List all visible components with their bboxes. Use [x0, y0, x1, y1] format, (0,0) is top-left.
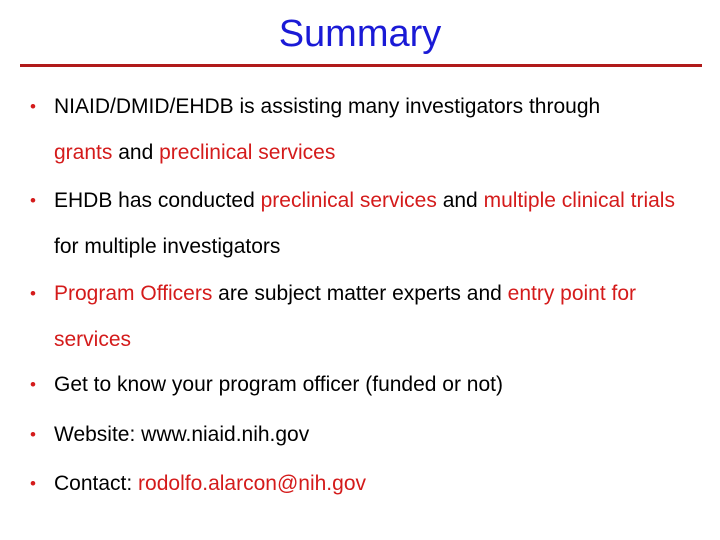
highlight-program-officers: Program Officers	[54, 282, 213, 305]
title-divider	[20, 64, 702, 67]
bullet-text: Get to know your program officer (funded or not)	[54, 373, 503, 396]
bullet-text	[30, 271, 700, 363]
bullet-item-5	[30, 412, 700, 458]
bullet-marker: •	[30, 375, 36, 394]
bullet-marker: •	[30, 284, 36, 303]
bullet-text	[30, 461, 700, 507]
highlight-preclinical-services: preclinical services	[159, 141, 336, 164]
text-segment: NIAID/DMID/EHDB is assisting many investigators through	[54, 95, 601, 118]
highlight-grants: grants	[54, 141, 113, 164]
bullet-item-2	[30, 178, 700, 270]
text-segment: are subject matter experts and	[212, 282, 508, 305]
slide-title: Summary	[278, 13, 442, 55]
bullet-item-6	[30, 461, 700, 507]
bullet-text: Website: www.niaid.nih.gov	[54, 423, 310, 446]
bullet-marker: •	[30, 425, 36, 444]
highlight-preclinical-services: preclinical services	[260, 189, 437, 212]
bullet-item-4	[30, 362, 700, 408]
bullet-item-3	[30, 271, 700, 363]
bullet-text	[30, 178, 700, 270]
text-segment: Contact:	[54, 472, 139, 495]
bullet-text	[30, 84, 700, 176]
contact-email-link[interactable]: rodolfo.alarcon@nih.gov	[138, 472, 367, 495]
text-segment: and	[112, 141, 160, 164]
highlight-multiple-clinical-trials: multiple clinical trials	[483, 189, 675, 212]
text-segment: EHDB has conducted	[54, 189, 261, 212]
bullet-marker: •	[30, 191, 36, 210]
bullet-marker: •	[30, 474, 36, 493]
bullet-marker: •	[30, 97, 36, 116]
bullet-item-1	[30, 84, 700, 176]
highlight-entry-point: entry point for services	[54, 282, 637, 351]
text-segment: and	[436, 189, 484, 212]
text-segment: for multiple investigators	[54, 235, 281, 258]
